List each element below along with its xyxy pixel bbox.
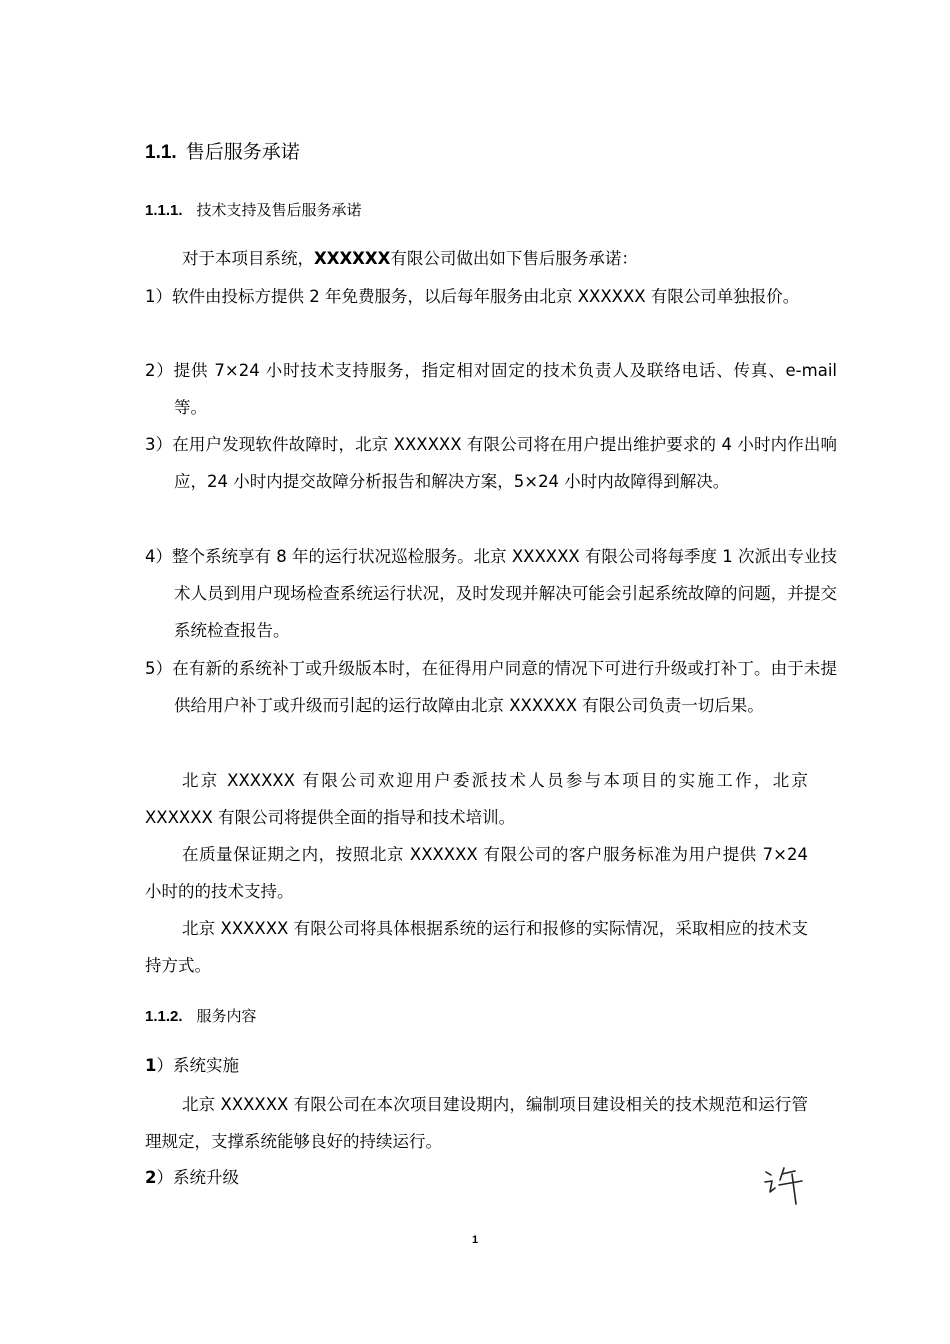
- list-text: 在用户发现软件故障时，北京 XXXXXX 有限公司将在用户提出维护要求的 4 小时内作出响应，24 小时内提交故障分析报告和解决方案，5×24 小时内故障得到解决。: [172, 435, 837, 491]
- handwritten-signature: [762, 1160, 810, 1208]
- heading-1-1-2: [145, 1004, 257, 1029]
- service-item-1-heading: [145, 1054, 239, 1078]
- heading-1-1-1: [145, 198, 362, 223]
- heading-1-1-2-title: 服务内容: [196, 1007, 257, 1025]
- paragraph-support-mode: 北京 XXXXXX 有限公司将具体根据系统的运行和报修的实际情况，采取相应的技术支持方式。: [145, 919, 808, 975]
- heading-1-number: 1.1.: [145, 142, 177, 163]
- list-text: 在有新的系统补丁或升级版本时，在征得用户同意的情况下可进行升级或打补丁。由于未提供给用户补丁或升级而引起的运行故障由北京 XXXXXX 有限公司负责一切后果。: [172, 659, 838, 715]
- paragraph-training: 北京 XXXXXX 有限公司欢迎用户委派技术人员参与本项目的实施工作，北京 XXXXXX 有限公司将提供全面的指导和技术培训。: [145, 771, 808, 827]
- list-text: 提供 7×24 小时技术支持服务，指定相对固定的技术负责人及联络电话、传真、e-mail 等。: [173, 361, 837, 417]
- commitment-item-5: [145, 650, 837, 724]
- service-item-number: 2: [145, 1168, 157, 1187]
- intro-paragraph: [145, 240, 808, 277]
- list-marker: 1）: [145, 287, 172, 306]
- heading-1-1-1-title: 技术支持及售后服务承诺: [196, 201, 362, 219]
- service-item-label: ）系统升级: [156, 1168, 239, 1187]
- service-item-1-body: 北京 XXXXXX 有限公司在本次项目建设期内，编制项目建设相关的技术规范和运行管理规定，支撑系统能够良好的持续运行。: [145, 1095, 808, 1151]
- list-marker: 4）: [145, 547, 173, 566]
- commitment-item-3: [145, 426, 837, 500]
- heading-1-1-1-number: 1.1.1.: [145, 202, 183, 219]
- list-text: 软件由投标方提供 2 年免费服务，以后每年服务由北京 XXXXXX 有限公司单独报价。: [172, 287, 800, 306]
- commitment-item-1: [145, 278, 837, 315]
- service-item-label: ）系统实施: [156, 1056, 239, 1075]
- intro-pre: 对于本项目系统，: [182, 249, 314, 268]
- intro-post: 有限公司做出如下售后服务承诺：: [390, 249, 638, 268]
- list-marker: 3）: [145, 435, 173, 454]
- list-marker: 5）: [145, 659, 173, 678]
- service-item-2-heading: [145, 1166, 239, 1190]
- commitment-item-2: [145, 352, 837, 426]
- page-number: 1: [471, 1234, 479, 1246]
- list-marker: 2）: [145, 361, 174, 380]
- heading-1: [145, 138, 300, 167]
- intro-company: XXXXXX: [314, 249, 391, 268]
- service-item-number: 1: [145, 1056, 157, 1075]
- heading-1-title: 售后服务承诺: [185, 141, 300, 163]
- heading-1-1-2-number: 1.1.2.: [145, 1008, 183, 1025]
- paragraph-warranty: 在质量保证期之内，按照北京 XXXXXX 有限公司的客户服务标准为用户提供 7×24 小时的的技术支持。: [145, 845, 808, 901]
- commitment-item-4: [145, 538, 837, 649]
- list-text: 整个系统享有 8 年的运行状况巡检服务。北京 XXXXXX 有限公司将每季度 1 次派出专业技术人员到用户现场检查系统运行状况，及时发现并解决可能会引起系统故障的问题，并提交系统检查报告。: [172, 547, 837, 640]
